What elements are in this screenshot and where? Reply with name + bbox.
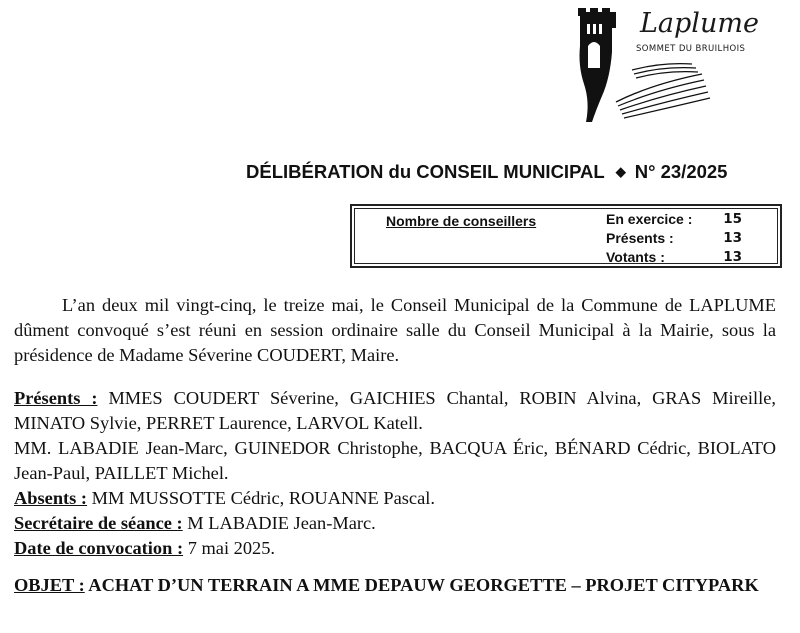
absents-line [14, 486, 776, 511]
municipality-logo [572, 6, 772, 124]
count-value: 15 [723, 211, 742, 227]
count-value: 13 [723, 230, 742, 246]
title-text: DÉLIBÉRATION du CONSEIL MUNICIPAL [246, 161, 605, 182]
count-row-presents [606, 230, 756, 249]
objet-line [14, 574, 776, 597]
counts-heading: Nombre de conseillers [386, 213, 537, 229]
presents-men: MM. LABADIE Jean-Marc, GUINEDOR Christophe, BACQUA Éric, BÉNARD Cédric, BIOLATO Jean-Paul, PAILLET Michel. [14, 438, 776, 483]
deliberation-title [246, 161, 727, 183]
convocation-label: Date de convocation : [14, 538, 184, 558]
presents-women-list: MMES COUDERT Séverine, GAICHIES Chantal, ROBIN Alvina, GRAS Mireille, MINATO Sylvie, PERRET Laurence, LARVOL Katell. [14, 388, 776, 433]
secretaire-label: Secrétaire de séance : [14, 513, 183, 533]
objet-text: ACHAT D’UN TERRAIN A MME DEPAUW GEORGETTE – PROJET CITYPARK [88, 575, 759, 595]
deliberation-number: N° 23/2025 [634, 161, 728, 182]
attendance-section [14, 386, 776, 561]
presents-label: Présents : [14, 388, 98, 408]
secretaire-line [14, 511, 776, 536]
convocation-date: 7 mai 2025. [187, 538, 276, 558]
count-label: Votants : [606, 249, 665, 265]
count-row-en-exercice [606, 211, 756, 230]
count-row-votants [606, 249, 756, 268]
convocation-line [14, 536, 776, 561]
logo-name: Laplume [640, 8, 759, 39]
presents-women [14, 386, 776, 436]
councillor-counts-box [350, 204, 782, 268]
absents-label: Absents : [14, 488, 88, 508]
secretaire-name: M LABADIE Jean-Marc. [187, 513, 376, 533]
diamond-separator-icon: ◆ [615, 164, 626, 179]
count-label: Présents : [606, 230, 674, 246]
intro-paragraph: L’an deux mil vingt-cinq, le treize mai, le Conseil Municipal de la Commune de LAPLUME dûment convoqué s’est réuni en session ordinaire salle du Conseil Municipal à la Mairie, sous la présidence de Madame Séverine COUDERT, Maire. [14, 295, 776, 365]
count-label: En exercice : [606, 211, 693, 227]
count-value: 13 [723, 249, 742, 265]
logo-tagline: SOMMET DU BRUILHOIS [636, 44, 746, 54]
objet-label: OBJET : [14, 575, 85, 595]
absents-list: MM MUSSOTTE Cédric, ROUANNE Pascal. [91, 488, 435, 508]
